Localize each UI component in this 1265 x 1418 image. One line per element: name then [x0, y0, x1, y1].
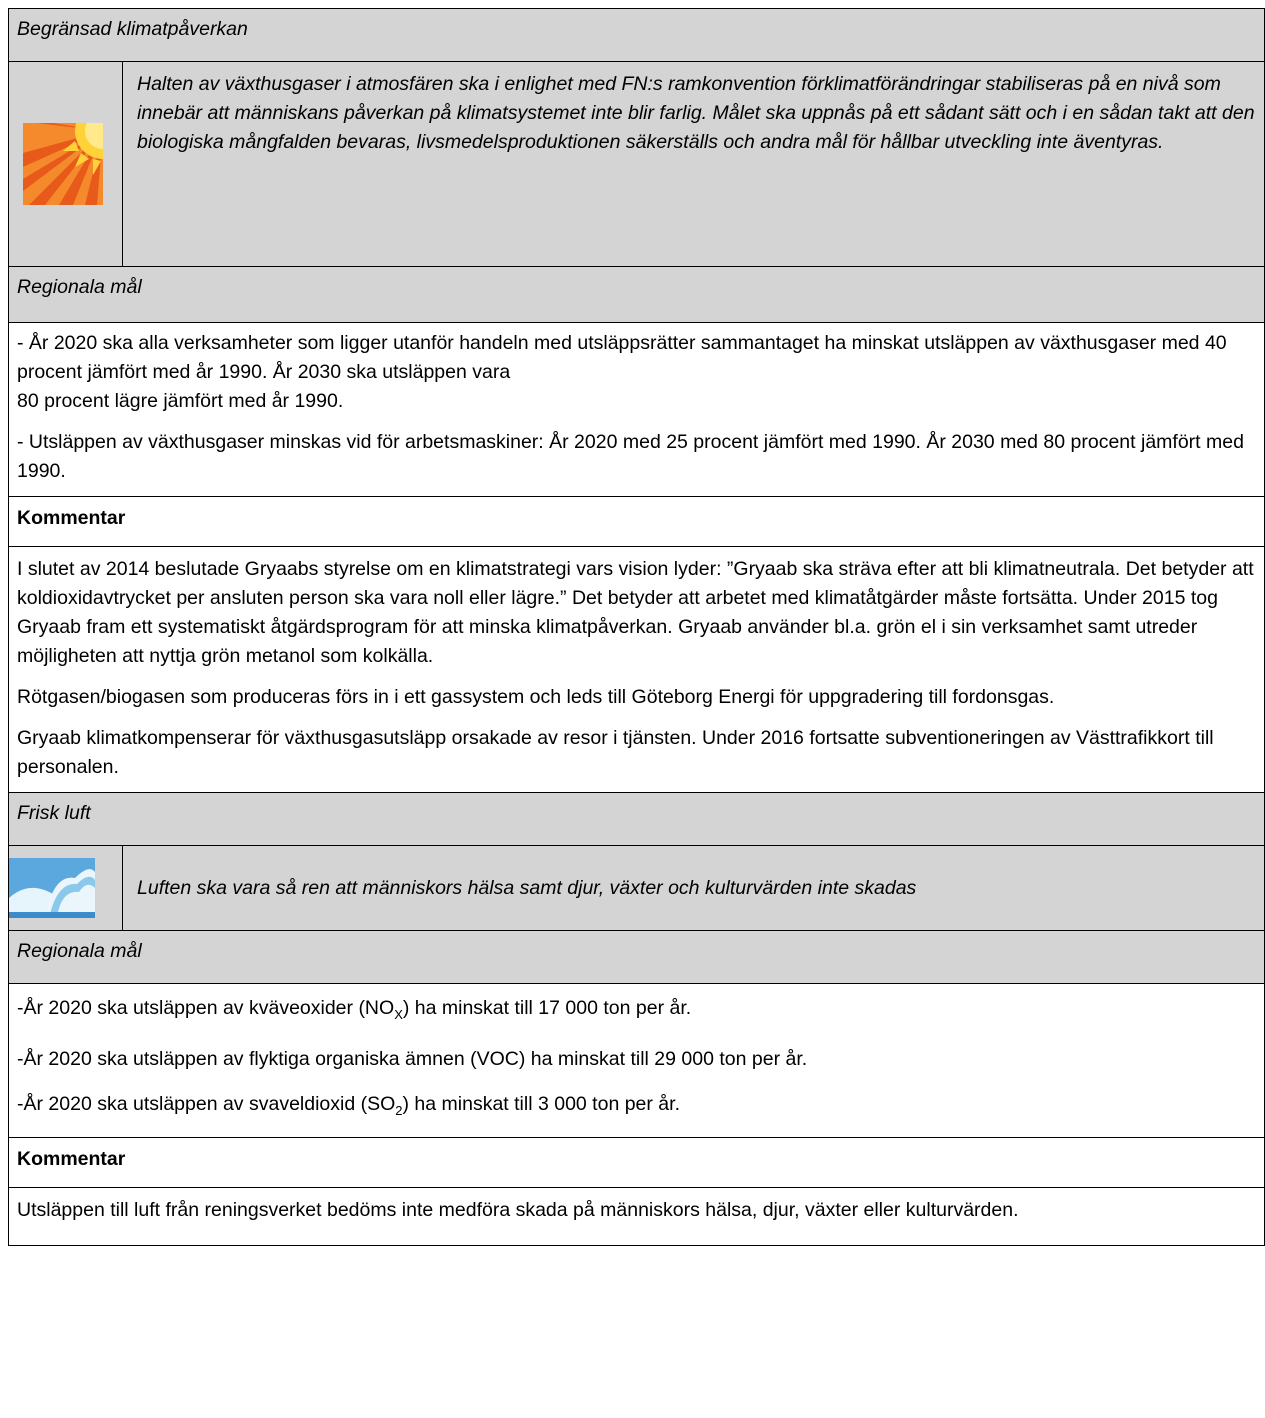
comment-paragraph-3: Gryaab klimatkompenserar för växthusgasutsläpp orsakade av resor i tjänsten. Under 2016 fortsatte subventioneringen av Västtrafikkort till personalen.: [17, 727, 1214, 778]
regional-heading: Regionala mål: [17, 276, 142, 298]
clouds-icon: [9, 858, 95, 918]
comment-heading: Kommentar: [17, 507, 126, 529]
regional-heading-cell: [9, 931, 1265, 984]
comment-paragraph-1: I slutet av 2014 beslutade Gryaabs styrelse om en klimatstrategi vars vision lyder: ”Gryaab ska sträva efter att bli klimatneutrala. Det betyder att koldioxidavtrycket per ansluten person ska vara noll eller lägre.” Det betyder att arbetet med klimatåtgärder måste fortsätta. Under 2015 tog Gryaab fram ett systematiskt åtgärdsprogram för att minska klimatpåverkan. Gryaab använder bl.a. grön el i sin verksamhet samt utreder möjligheten att nyttja grön metanol som kolkälla.: [17, 558, 1254, 667]
regional-goals-cell: [9, 323, 1265, 497]
regional-goal-so2: -År 2020 ska utsläppen av svaveldioxid $(SO_2)$ ha minskat till 3 000 ton per år.: [17, 1092, 680, 1118]
regional-goal-1: - År 2020 ska alla verksamheter som ligger utanför handeln med utsläppsrätter sammantaget ha minskat utsläppen av växthusgaser med 40 procent jämfört med år 1990. År 2030 ska utsläppen vara: [17, 332, 1227, 383]
comment-heading-cell: [9, 497, 1265, 547]
comment-heading-cell: [9, 1137, 1265, 1187]
environmental-goals-table: [8, 8, 1265, 1246]
goal-text-cell: [123, 62, 1265, 267]
regional-goal-1-cont: 80 procent lägre jämfört med år 1990.: [17, 390, 344, 412]
comment-heading: Kommentar: [17, 1147, 126, 1170]
regional-heading-cell: [9, 267, 1265, 323]
regional-heading: Regionala mål: [17, 940, 142, 962]
section-title-frisk-luft: [9, 793, 1265, 846]
goal-text: Halten av växthusgaser i atmosfären ska i enlighet med FN:s ramkonvention förklimatförändringar stabiliseras på en nivå som innebär att människans påverkan på klimatsystemet inte blir farlig. Målet ska uppnås på ett sådant sätt och i en sådan takt att den biologiska mångfalden bevaras, livsmedelsproduktionen säkerställs och andra mål för hållbar utveckling inte äventyras.: [137, 73, 1255, 153]
icon-cell: [9, 846, 123, 931]
section-title-text: Frisk luft: [17, 802, 91, 824]
section-title-text: Begränsad klimatpåverkan: [17, 18, 248, 40]
sun-icon: [23, 123, 103, 205]
goal-text: Luften ska vara så ren att människors hälsa samt djur, växter och kulturvärden inte skadas: [137, 876, 917, 899]
comment-paragraph-1: Utsläppen till luft från reningsverket bedöms inte medföra skada på människors hälsa, djur, växter eller kulturvärden.: [17, 1198, 1019, 1221]
comment-paragraph-2: Rötgasen/biogasen som produceras förs in i ett gassystem och leds till Göteborg Energi för uppgradering till fordonsgas.: [17, 686, 1055, 708]
regional-goal-voc: -År 2020 ska utsläppen av flyktiga organiska ämnen (VOC) ha minskat till 29 000 ton per år.: [17, 1047, 808, 1070]
regional-goals-cell: [9, 984, 1265, 1138]
comment-cell: [9, 547, 1265, 793]
section-title-klimat: [9, 9, 1265, 62]
regional-goal-2: - Utsläppen av växthusgaser minskas vid för arbetsmaskiner: År 2020 med 25 procent jämfört med 1990. År 2030 med 80 procent jämfört med 1990.: [17, 431, 1244, 482]
icon-cell: [9, 62, 123, 267]
comment-cell: [9, 1187, 1265, 1245]
goal-text-cell: [123, 846, 1265, 931]
regional-goal-nox: -År 2020 ska utsläppen av kväveoxider $(NO_X)$ ha minskat till 17 000 ton per år.: [17, 997, 692, 1022]
